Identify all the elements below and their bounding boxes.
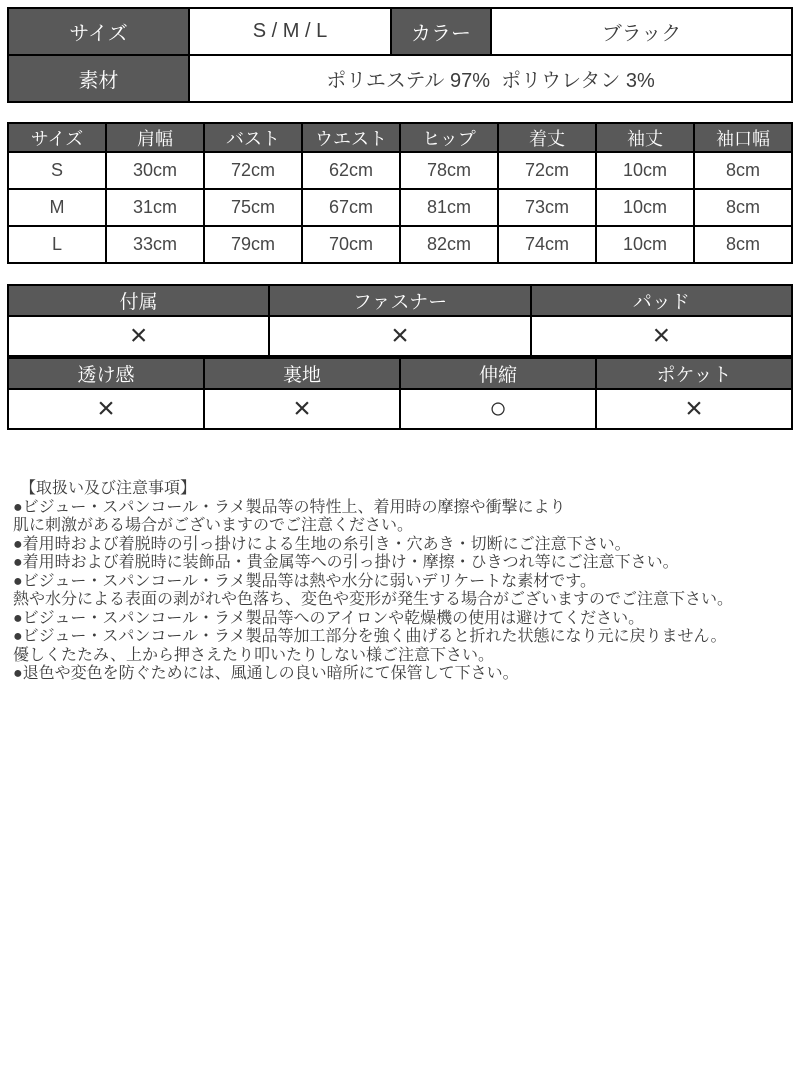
care-note-line: ●ビジュー・スパンコール・ラメ製品等へのアイロンや乾燥機の使用は避けてください。: [13, 609, 645, 627]
care-note-line: 優しくたたみ、上から押さえたり叩いたりしない様ご注意下さい。: [13, 646, 494, 664]
care-note-line: ●着用時および着脱時の引っ掛けによる生地の糸引き・穴あき・切断にご注意下さい。: [13, 535, 631, 553]
cell: 73cm: [498, 189, 596, 226]
feature-value-stretch: ○: [400, 389, 596, 429]
cell: 74cm: [498, 226, 596, 263]
table-row-s: [8, 152, 792, 189]
cell: 79cm: [204, 226, 302, 263]
col-header-size: サイズ: [8, 123, 106, 152]
cell: 72cm: [204, 152, 302, 189]
cell: 10cm: [596, 189, 694, 226]
col-header-bust: バスト: [204, 123, 302, 152]
cell: 72cm: [498, 152, 596, 189]
feature-header-pad: パッド: [531, 285, 792, 316]
feature-value-fastener: ×: [269, 316, 530, 356]
cell: 70cm: [302, 226, 400, 263]
cell: 10cm: [596, 226, 694, 263]
size-label: サイズ: [8, 8, 189, 55]
cell: 75cm: [204, 189, 302, 226]
features-table-b: [7, 357, 793, 430]
features-a-header-row: [8, 285, 792, 316]
features-b-value-row: [8, 389, 792, 429]
table-row-l: [8, 226, 792, 263]
cell: 82cm: [400, 226, 498, 263]
spec-row-size-color: [8, 8, 792, 55]
cell: 10cm: [596, 152, 694, 189]
feature-header-stretch: 伸縮: [400, 358, 596, 389]
feature-header-accessory: 付属: [8, 285, 269, 316]
spec-table: [7, 7, 793, 103]
care-note-line: ●ビジュー・スパンコール・ラメ製品等加工部分を強く曲げると折れた状態になり元に戻りません。: [13, 628, 727, 645]
col-header-cuff: 袖口幅: [694, 123, 792, 152]
cell: 78cm: [400, 152, 498, 189]
measurements-table: [7, 122, 793, 264]
cell: 30cm: [106, 152, 204, 189]
measurements-header-row: [8, 123, 792, 152]
table-row-m: [8, 189, 792, 226]
col-header-length: 着丈: [498, 123, 596, 152]
feature-value-pocket: ×: [596, 389, 792, 429]
color-label: カラー: [391, 8, 491, 55]
care-notes: [7, 480, 793, 684]
cell: L: [8, 226, 106, 263]
cell: M: [8, 189, 106, 226]
col-header-sleeve: 袖丈: [596, 123, 694, 152]
care-note-line: 肌に刺激がある場合がございますのでご注意ください。: [13, 517, 414, 534]
cell: 31cm: [106, 189, 204, 226]
feature-header-fastener: ファスナー: [269, 285, 530, 316]
feature-value-sheerness: ×: [8, 389, 204, 429]
feature-value-pad: ×: [531, 316, 792, 356]
features-b-header-row: [8, 358, 792, 389]
cell: 8cm: [694, 152, 792, 189]
spec-row-material: [8, 55, 792, 102]
cell: S: [8, 152, 106, 189]
feature-value-lining: ×: [204, 389, 400, 429]
cell: 8cm: [694, 189, 792, 226]
cell: 62cm: [302, 152, 400, 189]
size-value: S / M / L: [189, 8, 391, 55]
cell: 81cm: [400, 189, 498, 226]
features-table-a: [7, 284, 793, 357]
material-value: ポリエステル 97% ポリウレタン 3%: [189, 55, 792, 102]
care-note-line: ●退色や変色を防ぐためには、風通しの良い暗所にて保管して下さい。: [13, 665, 519, 682]
color-value: ブラック: [491, 8, 792, 55]
care-note-line: ●ビジュー・スパンコール・ラメ製品等は熱や水分に弱いデリケートな素材です。: [13, 572, 596, 590]
features-a-value-row: [8, 316, 792, 356]
feature-value-accessory: ×: [8, 316, 269, 356]
col-header-hip: ヒップ: [400, 123, 498, 152]
cell: 8cm: [694, 226, 792, 263]
feature-header-lining: 裏地: [204, 358, 400, 389]
care-notes-title: 【取扱い及び注意事項】: [20, 480, 197, 497]
care-note-line: 熱や水分による表面の剥がれや色落ち、変色や変形が発生する場合がございますのでご注意下さい。: [13, 591, 734, 608]
cell: 67cm: [302, 189, 400, 226]
material-label: 素材: [8, 55, 189, 102]
cell: 33cm: [106, 226, 204, 263]
col-header-shoulder: 肩幅: [106, 123, 204, 152]
care-note-line: ●ビジュー・スパンコール・ラメ製品等の特性上、着用時の摩擦や衝撃により: [13, 498, 566, 516]
col-header-waist: ウエスト: [302, 123, 400, 152]
care-note-line: ●着用時および着脱時に装飾品・貴金属等への引っ掛け・摩擦・ひきつれ等にご注意下さい。: [13, 554, 679, 571]
feature-header-pocket: ポケット: [596, 358, 792, 389]
feature-header-sheerness: 透け感: [8, 358, 204, 389]
